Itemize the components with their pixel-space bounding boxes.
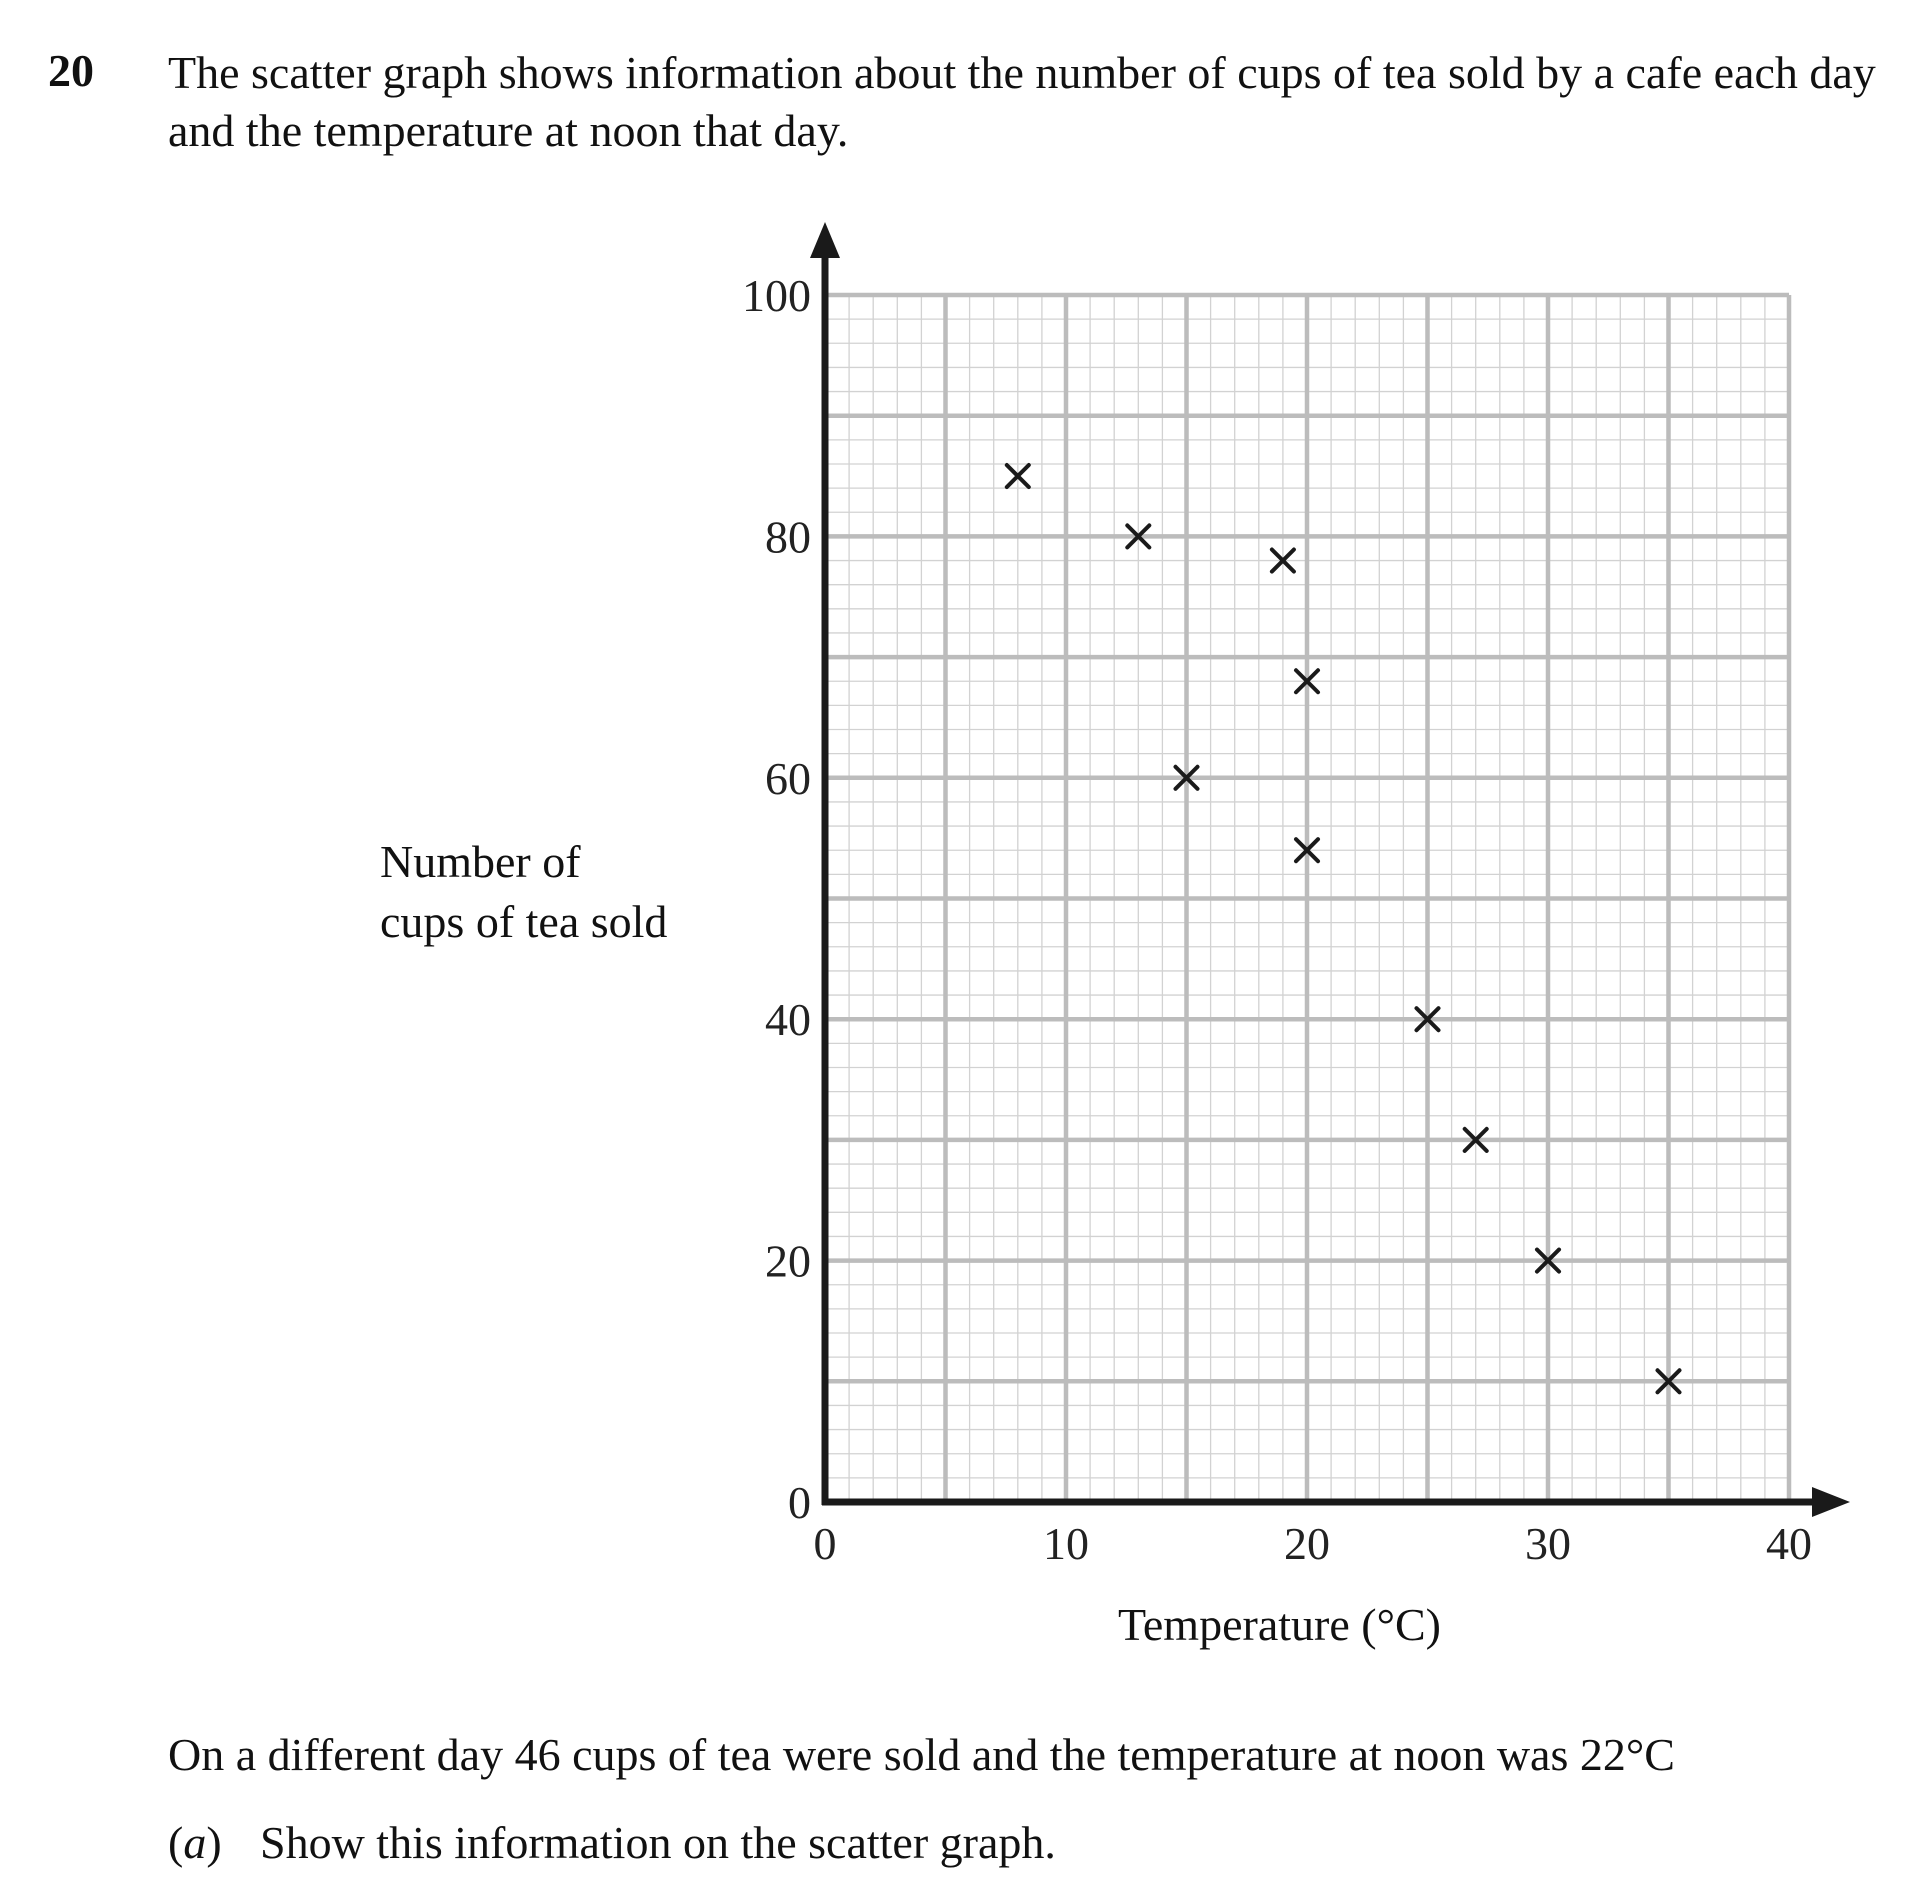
- x-tick-label: 30: [1525, 1518, 1571, 1569]
- y-tick-label: 0: [788, 1477, 811, 1528]
- y-tick-label: 60: [765, 752, 811, 804]
- y-axis-label-line-2: cups of tea sold: [380, 896, 668, 947]
- part-letter: a: [183, 1817, 207, 1868]
- x-tick-label: 40: [1766, 1518, 1812, 1569]
- y-axis-label-line-1: Number of: [380, 836, 581, 887]
- x-tick-labels: [814, 1518, 1813, 1569]
- question-follow-up: On a different day 46 cups of tea were sold and the temperature at noon was 22°C: [168, 1729, 1675, 1780]
- x-tick-label: 0: [813, 1518, 837, 1569]
- y-tick-label: 40: [765, 994, 811, 1046]
- question-number: 20: [48, 45, 94, 96]
- data-points: [1007, 465, 1680, 1392]
- question-part-a: [168, 1816, 1056, 1869]
- part-label: (a): [168, 1817, 222, 1868]
- x-tick-label: 10: [1043, 1518, 1089, 1569]
- y-tick-labels: [742, 270, 811, 1528]
- y-tick-label: 80: [765, 511, 811, 563]
- y-tick-label: 100: [742, 270, 811, 321]
- y-tick-label: 20: [765, 1235, 811, 1287]
- y-axis-arrow: [810, 222, 840, 258]
- x-axis-label: Temperature (°C): [1118, 1599, 1441, 1650]
- part-a-text: Show this information on the scatter graph.: [260, 1817, 1056, 1868]
- y-axis-label: [380, 832, 740, 952]
- x-tick-label: 20: [1284, 1518, 1330, 1569]
- x-axis-arrow: [1812, 1487, 1850, 1517]
- question-intro: The scatter graph shows information about the number of cups of tea sold by a cafe each day and the temperature at noon that day.: [168, 47, 1876, 156]
